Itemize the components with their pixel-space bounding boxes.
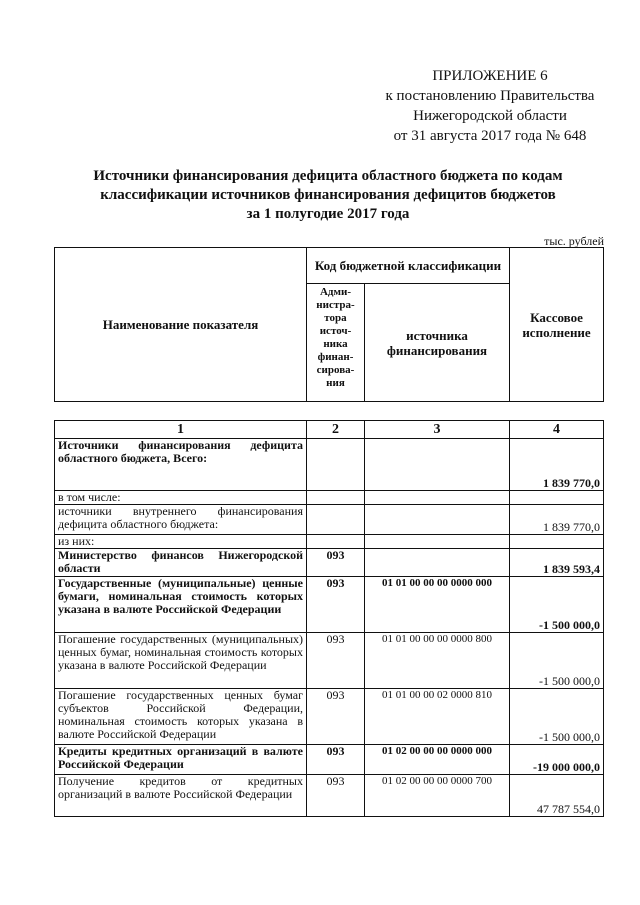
appendix-title: ПРИЛОЖЕНИЕ 6: [432, 68, 548, 84]
title-line: за 1 полугодие 2017 года: [246, 206, 410, 222]
row-source-code: [365, 491, 510, 505]
row-amount: 47 787 554,0: [510, 775, 604, 817]
row-name: Министерство финансов Нижегородской области: [55, 549, 307, 577]
table-row: [55, 439, 604, 491]
row-source-code: 01 02 00 00 00 0000 700: [365, 775, 510, 817]
row-amount: 1 839 770,0: [510, 505, 604, 535]
row-name: Государственные (муниципальные) ценные бумаги, номинальная стоимость которых указана в валюте Российской Федерации: [55, 577, 307, 633]
header-admin: Адми-нистра-тора источ-ника финан-сирова-ния: [307, 284, 365, 402]
row-name: источники внутреннего финансирования дефицита областного бюджета:: [55, 505, 307, 535]
table-row: [55, 775, 604, 817]
col-number: 4: [510, 421, 604, 439]
row-amount: -1 500 000,0: [510, 633, 604, 689]
table-row: [55, 689, 604, 745]
appendix-date: от 31 августа 2017 года № 648: [393, 128, 587, 144]
row-name: в том числе:: [55, 491, 307, 505]
row-admin-code: 093: [307, 549, 365, 577]
row-admin-code: [307, 439, 365, 491]
table-row: [55, 633, 604, 689]
col-number: 2: [307, 421, 365, 439]
row-admin-code: [307, 535, 365, 549]
table-header: [54, 247, 604, 402]
table-row: [55, 505, 604, 535]
col-number: 1: [55, 421, 307, 439]
table-row: [55, 549, 604, 577]
data-table: [54, 420, 604, 817]
table-row: [55, 535, 604, 549]
table-row: [55, 491, 604, 505]
header-code-group: Код бюджетной классификации: [307, 248, 510, 284]
col-number: 3: [365, 421, 510, 439]
column-numbers-row: [55, 421, 604, 439]
row-source-code: [365, 549, 510, 577]
row-admin-code: 093: [307, 775, 365, 817]
row-admin-code: 093: [307, 689, 365, 745]
row-name: из них:: [55, 535, 307, 549]
appendix-line: к постановлению Правительства: [385, 88, 595, 104]
header-name: Наименование показателя: [55, 248, 307, 402]
row-amount: [510, 491, 604, 505]
row-amount: [510, 535, 604, 549]
row-name: Кредиты кредитных организаций в валюте Российской Федерации: [55, 745, 307, 775]
table-row: [55, 577, 604, 633]
title-line: классификации источников финансирования дефицитов бюджетов: [100, 187, 556, 203]
row-source-code: 01 02 00 00 00 0000 000: [365, 745, 510, 775]
row-source-code: 01 01 00 00 02 0000 810: [365, 689, 510, 745]
row-name: Погашение государственных (муниципальных) ценных бумаг, номинальная стоимость которых указана в валюте Российской Федерации: [55, 633, 307, 689]
row-source-code: 01 01 00 00 00 0000 800: [365, 633, 510, 689]
row-source-code: [365, 535, 510, 549]
header-source: источника финансирования: [365, 284, 510, 402]
row-amount: 1 839 770,0: [510, 439, 604, 491]
row-admin-code: 093: [307, 745, 365, 775]
appendix-block: [360, 66, 620, 146]
row-amount: -19 000 000,0: [510, 745, 604, 775]
row-admin-code: 093: [307, 577, 365, 633]
document-title: [40, 167, 616, 224]
row-admin-code: 093: [307, 633, 365, 689]
units-label: тыс. рублей: [544, 234, 604, 248]
row-admin-code: [307, 505, 365, 535]
row-amount: 1 839 593,4: [510, 549, 604, 577]
row-name: Получение кредитов от кредитных организаций в валюте Российской Федерации: [55, 775, 307, 817]
row-name: Источники финансирования дефицита областного бюджета, Всего:: [55, 439, 307, 491]
row-name: Погашение государственных ценных бумаг субъектов Российской Федерации, номинальная стоимость которых указана в валюте Российской Федерации: [55, 689, 307, 745]
title-line: Источники финансирования дефицита областного бюджета по кодам: [93, 168, 563, 184]
row-source-code: [365, 505, 510, 535]
appendix-line: Нижегородской области: [413, 108, 567, 124]
table-row: [55, 745, 604, 775]
row-amount: -1 500 000,0: [510, 689, 604, 745]
header-cash: Кассовое исполнение: [510, 248, 604, 402]
row-amount: -1 500 000,0: [510, 577, 604, 633]
row-source-code: 01 01 00 00 00 0000 000: [365, 577, 510, 633]
row-source-code: [365, 439, 510, 491]
row-admin-code: [307, 491, 365, 505]
